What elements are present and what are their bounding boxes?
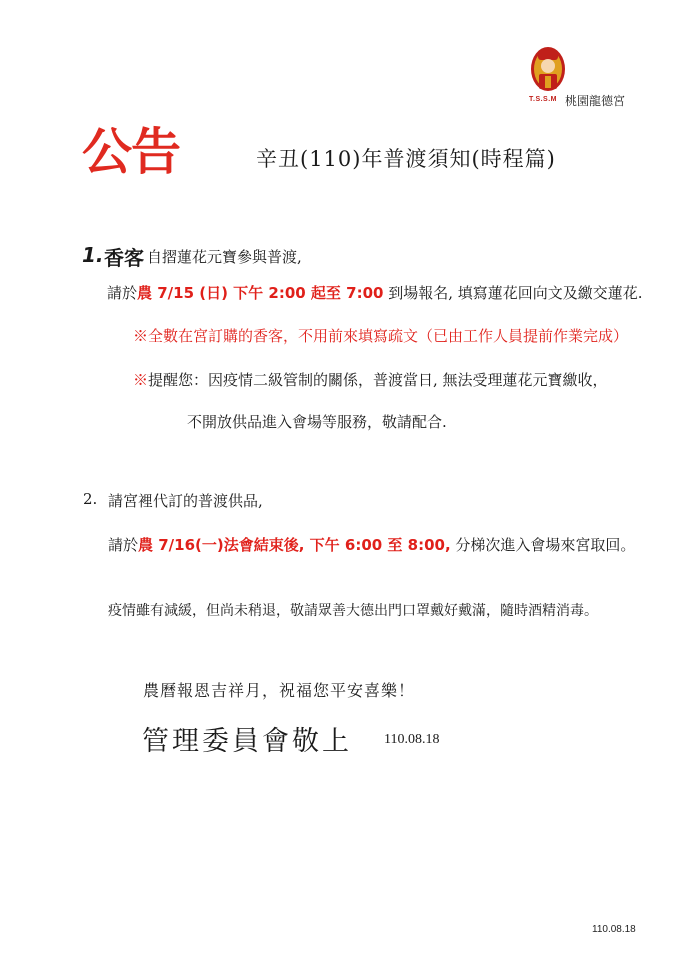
pickup-prefix: 請於	[108, 536, 139, 554]
section1-number: 1.	[82, 243, 104, 267]
section1-intro: 自摺蓮花元寶參與普渡,	[147, 248, 302, 266]
announcement-heading: 公告	[82, 123, 180, 181]
signature-date: 110.08.18	[384, 732, 440, 747]
schedule-prefix: 請於	[107, 284, 138, 302]
pickup-suffix: 分梯次進入會場來宮取回。	[450, 536, 636, 554]
section1-note-reminder-continued: 不開放供品進入會場等服務，敬請配合.	[187, 413, 447, 431]
temple-logo	[528, 44, 648, 112]
section1-note-preorder: ※全數在宮訂購的香客，不用前來填寫疏文（已由工作人員提前作業完成）	[133, 327, 629, 345]
section2-text: 請宮裡代訂的普渡供品,	[108, 492, 263, 510]
temple-name: 桃園龍德宮	[565, 94, 626, 108]
schedule-suffix: 到場報名, 填寫蓮花回向文及繳交蓮花.	[383, 284, 643, 302]
section1-schedule-line	[107, 282, 643, 303]
section1-heading: 香客	[104, 246, 144, 270]
section2-number: 2.	[83, 490, 98, 508]
blessing-text: 農曆報恩吉祥月，祝福您平安喜樂！	[143, 681, 416, 700]
signature-name: 管理委員會敬上	[142, 726, 352, 757]
pickup-highlight: 農 7/16(一)法會結束後, 下午 6:00 至 8:00,	[138, 536, 451, 554]
epidemic-reminder: 疫情雖有減緩，但尚未稍退，敬請眾善大德出門口罩戴好戴滿，隨時酒精消毒。	[108, 603, 598, 619]
section2-schedule-line	[108, 534, 635, 555]
schedule-highlight: 農 7/15 (日) 下午 2:00 起至 7:00	[137, 284, 384, 302]
logo-abbreviation: T.S.S.M	[529, 96, 558, 103]
temple-deity-emblem-icon	[528, 44, 568, 94]
reminder-mark: ※	[133, 371, 149, 389]
reminder-text: 提醒您：因疫情二級管制的關係，普渡當日, 無法受理蓮花元寶繳收，	[148, 371, 608, 389]
section1-note-reminder	[133, 369, 608, 390]
footer-date: 110.08.18	[592, 924, 636, 935]
document-title: 辛丑(110)年普渡須知(時程篇)	[256, 147, 556, 171]
